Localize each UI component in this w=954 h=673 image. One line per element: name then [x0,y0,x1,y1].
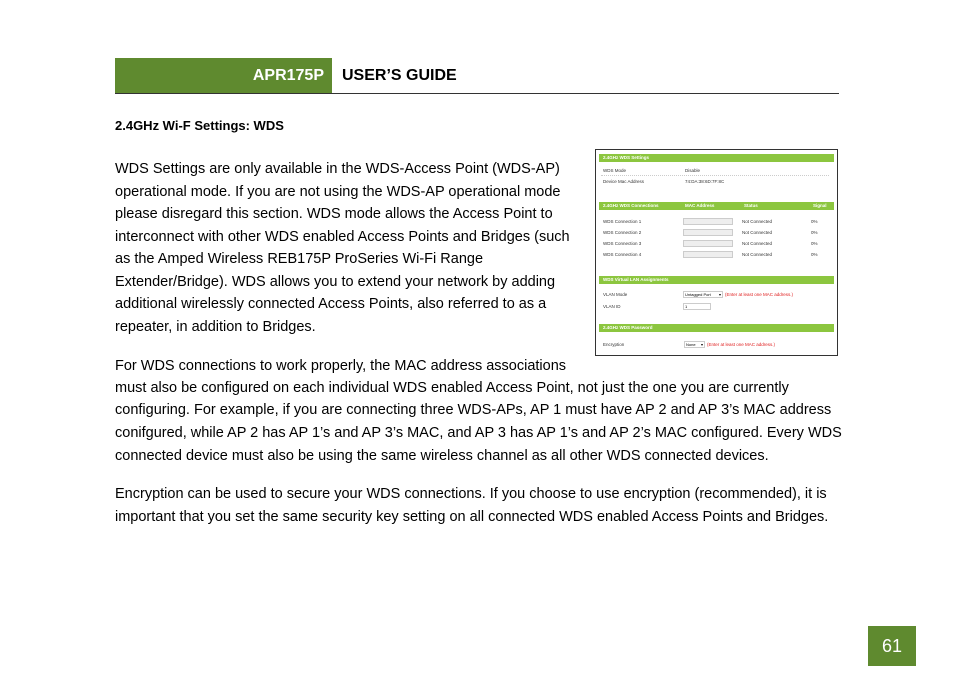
page-number: 61 [868,626,916,666]
para2-line: For WDS connections to work properly, the MAC address associations [115,358,567,374]
mac-input[interactable] [683,229,733,236]
conn-status: Not Connected [742,252,773,257]
header-model: APR175P [252,67,324,84]
wds-settings-screenshot [595,149,838,356]
conn-name: WDS Connection 3 [603,241,642,246]
password-title: 2.4GHz WDS Password [599,324,834,332]
conn-name: WDS Connection 2 [603,230,642,235]
vlan-title: WDS Virtual LAN Assignments [599,276,834,284]
para1-line: WDS Settings are only available in the WDS-Access Point (WDS-AP) [115,161,560,177]
section-title: 2.4GHz Wi-F Settings: WDS [115,118,284,133]
chevron-down-icon: ▾ [718,292,721,297]
header-divider [115,93,839,94]
conn-signal: 0% [811,241,818,246]
encryption-value: None [686,342,696,347]
para1-line: operational mode. If you are not using the WDS-AP operational mode [115,184,561,200]
vlan-id-input[interactable]: 1 [683,303,711,310]
conn-status: Not Connected [742,219,773,224]
para3-line: Encryption can be used to secure your WDS connections. If you choose to use encryption (recommended), it is [115,486,827,502]
conn-name: WDS Connection 4 [603,252,642,257]
encryption-label: Encryption [603,342,625,347]
conn-status: Not Connected [742,230,773,235]
col-status: Status [744,203,758,208]
conn-signal: 0% [811,230,818,235]
encryption-select[interactable] [684,341,705,348]
vlan-mode-note: (Enter at least one MAC address.) [725,292,794,297]
mac-input[interactable] [683,251,733,258]
mac-value: 74:DA:38:6D:7F:8C [685,179,725,184]
col-mac: MAC Address [685,203,715,208]
mac-input[interactable] [683,218,733,225]
col-connections: 2.4GHz WDS Connections [603,203,659,208]
para1-line: please disregard this section. WDS mode allows the Access Point to [115,206,553,222]
para3-line: important that you set the same security key setting on all connected WDS enabled Access Points and Bridges. [115,509,829,525]
para2-line: connected device must also be using the same wireless channel as all other WDS connected devices. [115,448,769,464]
para1-line: additional wirelessly connected Access Points, also referred to as a [115,296,547,312]
vlan-mode-select[interactable] [683,291,723,298]
header-guide-title: USER’S GUIDE [342,67,457,84]
para1-line: as the Amped Wireless REB175P ProSeries Wi-Fi Range [115,251,484,267]
para1-line: interconnect with other WDS enabled Access Points and Bridges (such [115,229,570,245]
para1-line: repeater, in addition to Bridges. [115,319,316,335]
vlan-mode-value: Untagged Port [685,292,711,297]
para2-line: configuring. For example, if you are connecting three WDS-APs, AP 1 must have AP 2 and AP 3’s MAC address [115,402,832,418]
mac-input[interactable] [683,240,733,247]
chevron-down-icon: ▾ [700,342,703,347]
para1-line: Extender/Bridge). WDS allows you to extend your network by adding [115,274,556,290]
conn-name: WDS Connection 1 [603,219,642,224]
conn-signal: 0% [811,219,818,224]
wds-settings-title: 2.4GHz WDS Settings [599,154,834,162]
vlan-id-label: VLAN ID [603,304,621,309]
conn-status: Not Connected [742,241,773,246]
conn-signal: 0% [811,252,818,257]
wds-connections-header [599,202,834,210]
wds-mode-value: Disable [685,168,701,173]
para2-line: conifgured, while AP 2 has AP 1’s and AP 3’s MAC, and AP 3 has AP 1’s and AP 2’s MAC configured. Every WDS [115,425,842,441]
vlan-mode-label: VLAN Mode [603,292,628,297]
para2-line: must also be configured on each individual WDS enabled Access Point, not just the one you are currently [115,380,789,396]
wds-mode-label: WDS Mode [603,168,627,173]
col-signal: Signal [813,203,827,208]
encryption-note: (Enter at least one MAC address.) [707,342,776,347]
divider [601,175,829,176]
mac-label: Device Mac Address [603,179,645,184]
